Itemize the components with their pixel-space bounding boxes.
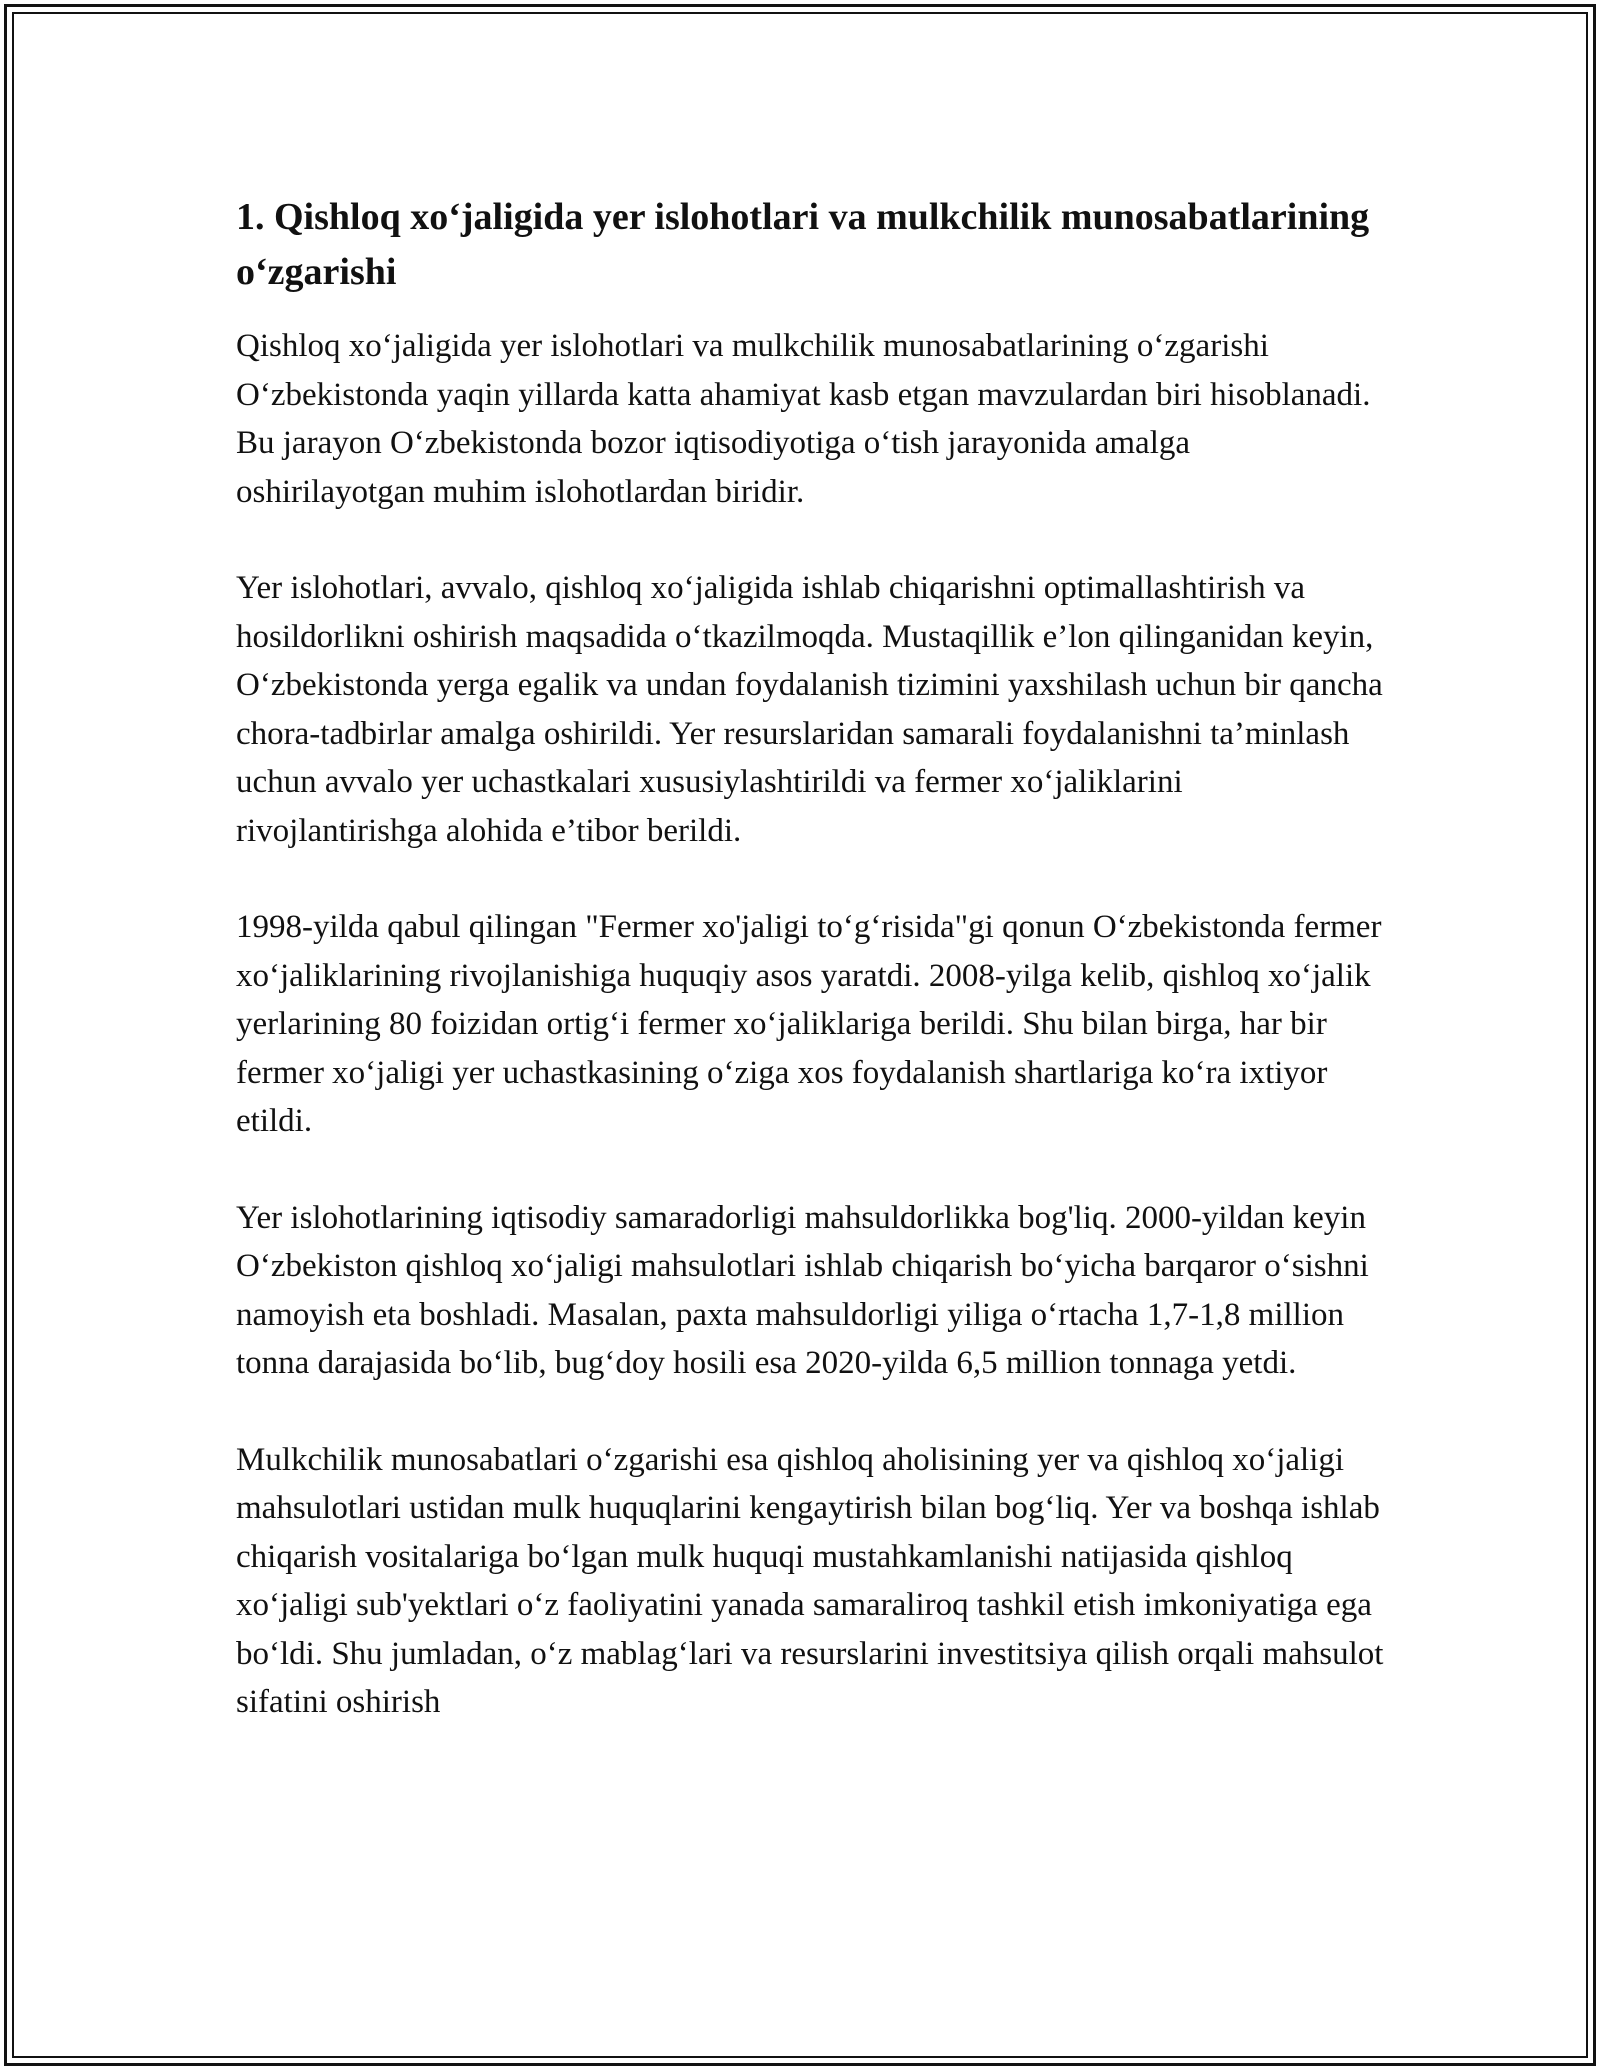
paragraph-1: Qishloq xo‘jaligida yer islohotlari va mulkchilik munosabatlarining o‘zgarishi O‘zbekistonda yaqin yillarda katta ahamiyat kasb etgan mavzulardan biri hisoblanadi. Bu jarayon O‘zbekistonda bozor iqtisodiyotiga o‘tish jarayonida amalga oshirilayotgan muhim islohotlardan biridir. (236, 328, 1371, 510)
paragraph-2: Yer islohotlari, avvalo, qishloq xo‘jaligida ishlab chiqarishni optimallashtirish va hosildorlikni oshirish maqsadida o‘tkazilmoqda. Mustaqillik e’lon qilinganidan keyin, O‘zbekistonda yerga egalik va undan foydalanish tizimini yaxshilash uchun bir qancha chora-tadbirlar amalga oshirildi. Yer resurslaridan samarali foydalanishni ta’minlash uchun avvalo yer uchastkalari xususiylashtirildi va fermer xo‘jaliklarini rivojlantirishga alohida e’tibor berildi. (236, 570, 1383, 849)
paragraph-5: Mulkchilik munosabatlari o‘zgarishi esa qishloq aholisining yer va qishloq xo‘jaligi mahsulotlari ustidan mulk huquqlarini kengaytirish bilan bog‘liq. Yer va boshqa ishlab chiqarish vositalariga bo‘lgan mulk huquqi mustahkamlanishi natijasida qishloq xo‘jaligi sub'yektlari o‘z faoliyatini yanada samaraliroq tashkil etish imkoniyatiga ega bo‘ldi. Shu jumladan, o‘z mablag‘lari va resurslarini investitsiya qilish orqali mahsulot sifatini oshirish (236, 1441, 1384, 1720)
document-body (236, 190, 1386, 1727)
paragraph-4: Yer islohotlarining iqtisodiy samaradorligi mahsuldorlikka bog'liq. 2000-yildan keyin O‘zbekiston qishloq xo‘jaligi mahsulotlari ishlab chiqarish bo‘yicha barqaror o‘sishni namoyish eta boshladi. Masalan, paxta mahsuldorligi yiliga o‘rtacha 1,7-1,8 million tonna darajasida bo‘lib, bug‘doy hosili esa 2020-yilda 6,5 million tonnaga yetdi. (236, 1199, 1369, 1381)
paragraph-3: 1998-yilda qabul qilingan "Fermer xo'jaligi to‘g‘risida"gi qonun O‘zbekistonda fermer xo‘jaliklarining rivojlanishiga huquqiy asos yaratdi. 2008-yilga kelib, qishloq xo‘jalik yerlarining 80 foizidan ortig‘i fermer xo‘jaliklariga berildi. Shu bilan birga, har bir fermer xo‘jaligi yer uchastkasining o‘ziga xos foydalanish shartlariga ko‘ra ixtiyor etildi. (236, 909, 1382, 1139)
document-title: 1. Qishloq xo‘jaligida yer islohotlari va mulkchilik munosabatlarining o‘zgarishi (236, 196, 1370, 293)
